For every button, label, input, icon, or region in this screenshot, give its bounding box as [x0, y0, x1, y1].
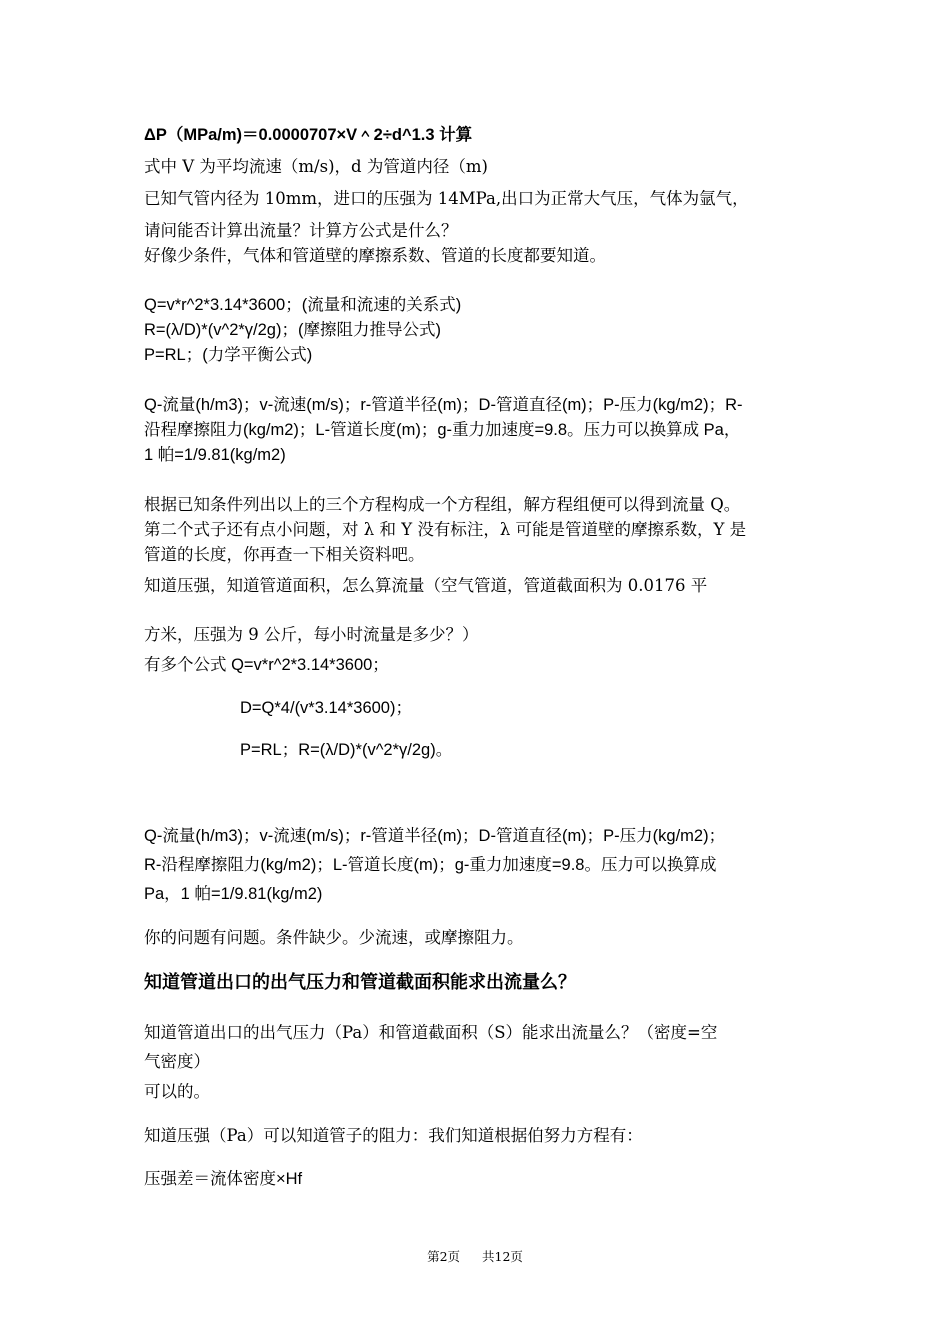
text-line: 管道的长度，你再查一下相关资料吧。: [144, 545, 425, 564]
formula-line: P=RL；R=(λ/D)*(v^2*γ/2g)。: [240, 741, 453, 759]
text-line: 可以的。: [144, 1082, 210, 1101]
total-pages: 共12页: [482, 1249, 523, 1264]
definitions-line: 1 帕=1/9.81(kg/m2): [144, 446, 286, 464]
formula-line: Q=v*r^2*3.14*3600；(流量和流速的关系式): [144, 296, 462, 314]
formula-line: 有多个公式 Q=v*r^2*3.14*3600；: [144, 656, 389, 674]
definitions-line: Q-流量(h/m3)；v-流速(m/s)；r-管道半径(m)；D-管道直径(m)；P-压力(kg/m2)；R-: [144, 396, 743, 414]
text-line: 好像少条件，气体和管道壁的摩擦系数、管道的长度都要知道。: [144, 246, 606, 265]
text-line: 气密度）: [144, 1052, 210, 1071]
text-line: 第二个式子还有点小问题，对 λ 和 Y 没有标注，λ 可能是管道壁的摩擦系数，Y 是: [144, 520, 747, 539]
text-line: 知道压强（Pa）可以知道管子的阻力：我们知道根据伯努力方程有：: [144, 1126, 643, 1145]
formula-line: R=(λ/D)*(v^2*γ/2g)；(摩擦阻力推导公式): [144, 321, 441, 339]
formula-line: ΔP（MPa/m)＝0.0000707×V＾2÷d^1.3 计算: [144, 126, 473, 144]
text-line: 已知气管内径为 10mm，进口的压强为 14MPa,出口为正常大气压，气体为氩气，: [144, 189, 749, 208]
text-line: 根据已知条件列出以上的三个方程构成一个方程组，解方程组便可以得到流量 Q。: [144, 495, 741, 514]
section-heading: 知道管道出口的出气压力和管道截面积能求出流量么？: [144, 972, 576, 993]
text-line: 知道管道出口的出气压力（Pa）和管道截面积（S）能求出流量么？（密度=空: [144, 1023, 718, 1042]
question-line: 方米，压强为 9 公斤，每小时流量是多少？）: [144, 625, 479, 644]
definitions-line: R-沿程摩擦阻力(kg/m2)；L-管道长度(m)；g-重力加速度=9.8。压力可以换算成: [144, 856, 717, 874]
definitions-line: Pa，1 帕=1/9.81(kg/m2): [144, 885, 323, 903]
text-line: 压强差＝流体密度×Hf: [144, 1170, 303, 1188]
text-line: 你的问题有问题。条件缺少。少流速，或摩擦阻力。: [144, 928, 524, 947]
question-line: 知道压强，知道管道面积，怎么算流量（空气管道，管道截面积为 0.0176 平: [144, 576, 708, 595]
definitions-line: Q-流量(h/m3)；v-流速(m/s)；r-管道半径(m)；D-管道直径(m)；P-压力(kg/m2)；: [144, 827, 726, 845]
formula-line: D=Q*4/(v*3.14*3600)；: [240, 699, 412, 717]
page-number: 第2页: [427, 1249, 461, 1264]
text-line: 请问能否计算出流量？计算方公式是什么？: [144, 221, 458, 240]
formula-line: P=RL；(力学平衡公式): [144, 346, 313, 364]
text-line: 式中 V 为平均流速（m/s)，d 为管道内径（m): [144, 157, 488, 176]
definitions-line: 沿程摩擦阻力(kg/m2)；L-管道长度(m)；g-重力加速度=9.8。压力可以换算成 Pa，: [144, 421, 741, 439]
page-footer: [0, 1249, 950, 1265]
